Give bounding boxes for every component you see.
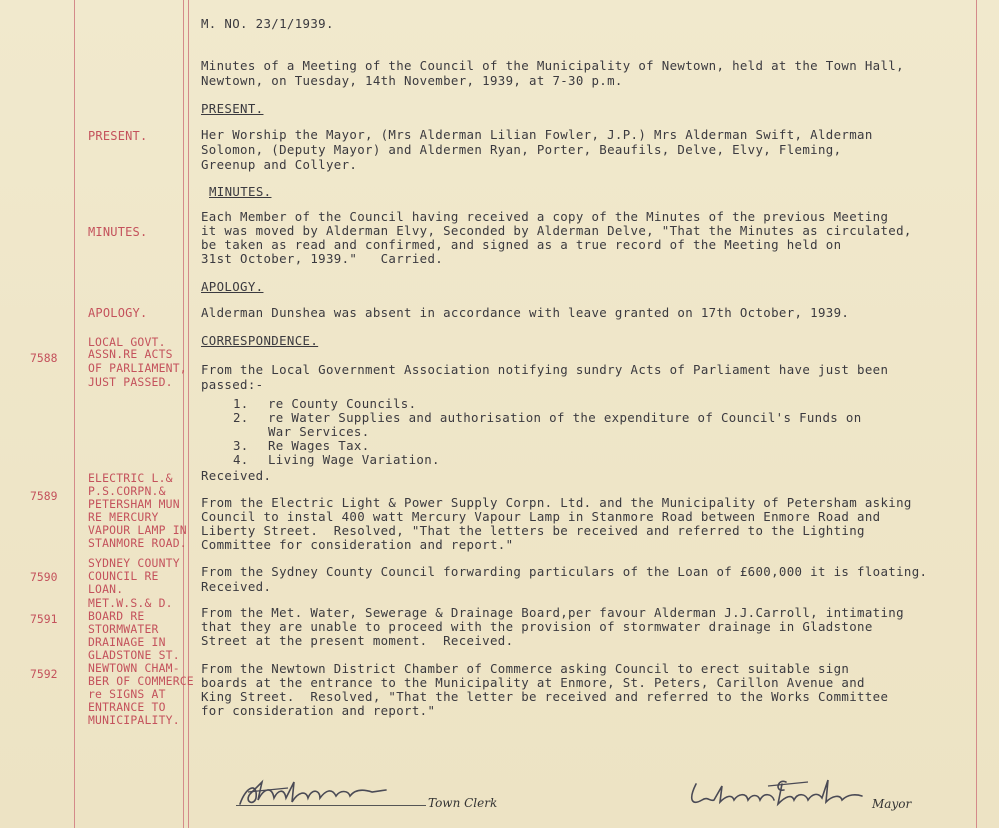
margin-rule — [183, 0, 184, 828]
margin-rule — [976, 0, 977, 828]
list-line: Living Wage Variation. — [268, 452, 440, 467]
list-number: 1. — [233, 396, 249, 411]
item-line: that they are unable to proceed with the provision of stormwater drainage in Gladstone — [201, 619, 873, 634]
margin-note: MET.W.S.& D. — [88, 596, 173, 610]
item-line: From the Met. Water, Sewerage & Drainage Board,per favour Alderman J.J.Carroll, intimating — [201, 605, 904, 620]
margin-note: STORMWATER — [88, 622, 159, 636]
minutes-line: 31st October, 1939." Carried. — [201, 251, 444, 266]
item-number: 7589 — [30, 489, 58, 503]
item-number: 7591 — [30, 612, 58, 626]
intro-line: Newtown, on Tuesday, 14th November, 1939, at 7-30 p.m. — [201, 73, 623, 88]
margin-note: ENTRANCE TO — [88, 700, 166, 714]
document-reference: M. NO. 23/1/1939. — [201, 16, 334, 31]
margin-note: DRAINAGE IN — [88, 635, 166, 649]
item-line: From the Local Government Association notifying sundry Acts of Parliament have just been — [201, 362, 889, 377]
list-line: Re Wages Tax. — [268, 438, 370, 453]
margin-note: VAPOUR LAMP IN — [88, 523, 187, 537]
item-line: King Street. Resolved, "That the letter be received and referred to the Works Committee — [201, 689, 889, 704]
minutes-line: be taken as read and confirmed, and signed as a true record of the Meeting held on — [201, 237, 842, 252]
item-line: Liberty Street. Resolved, "That the letters be received and referred to the Lighting — [201, 523, 865, 538]
margin-note: SYDNEY COUNTY — [88, 556, 180, 570]
margin-note: STANMORE ROAD. — [88, 536, 187, 550]
apology-line: Alderman Dunshea was absent in accordance with leave granted on 17th October, 1939. — [201, 305, 850, 320]
mayor-signature — [682, 772, 872, 810]
correspondence-heading: CORRESPONDENCE. — [201, 333, 319, 348]
item-line: Received. — [201, 468, 272, 483]
item-number: 7588 — [30, 351, 58, 365]
list-line: re County Councils. — [268, 396, 417, 411]
item-number: 7590 — [30, 570, 58, 584]
margin-note: OF PARLIAMENT, — [88, 361, 187, 375]
item-line: Council to instal 400 watt Mercury Vapour Lamp in Stanmore Road between Enmore Road and — [201, 509, 881, 524]
list-number: 2. — [233, 410, 249, 425]
item-line: Committee for consideration and report." — [201, 537, 514, 552]
margin-note: LOCAL GOVT. — [88, 335, 166, 349]
margin-note-apology: APOLOGY. — [88, 306, 148, 320]
item-line: boards at the entrance to the Municipality at Enmore, St. Peters, Carillon Avenue and — [201, 675, 865, 690]
margin-note: P.S.CORPN.& — [88, 484, 166, 498]
margin-note: ASSN.RE ACTS — [88, 347, 173, 361]
present-heading: PRESENT. — [201, 101, 264, 116]
item-number: 7592 — [30, 667, 58, 681]
present-line: Her Worship the Mayor, (Mrs Alderman Lilian Fowler, J.P.) Mrs Alderman Swift, Alderman — [201, 127, 873, 142]
town-clerk-label: Town Clerk — [428, 796, 498, 810]
minutes-heading: MINUTES. — [209, 184, 272, 199]
margin-note: PETERSHAM MUN — [88, 497, 180, 511]
margin-note: NEWTOWN CHAM- — [88, 661, 180, 675]
margin-note-minutes: MINUTES. — [88, 225, 148, 239]
item-line: From the Electric Light & Power Supply Corpn. Ltd. and the Municipality of Petersham asking — [201, 495, 912, 510]
margin-note: LOAN. — [88, 582, 124, 596]
intro-line: Minutes of a Meeting of the Council of the Municipality of Newtown, held at the Town Hall, — [201, 58, 904, 73]
item-line: From the Sydney County Council forwarding particulars of the Loan of £600,000 it is floating. — [201, 564, 928, 579]
margin-note: BER OF COMMERCE — [88, 674, 194, 688]
list-number: 3. — [233, 438, 249, 453]
list-number: 4. — [233, 452, 249, 467]
list-line: War Services. — [268, 424, 370, 439]
signature-line — [236, 805, 426, 806]
item-line: for consideration and report." — [201, 703, 436, 718]
mayor-label: Mayor — [872, 797, 912, 811]
item-line: passed:- — [201, 377, 264, 392]
present-line: Solomon, (Deputy Mayor) and Aldermen Ryan, Porter, Beaufils, Delve, Elvy, Fleming, — [201, 142, 842, 157]
minutes-line: Each Member of the Council having received a copy of the Minutes of the previous Meeting — [201, 209, 889, 224]
margin-note: JUST PASSED. — [88, 375, 173, 389]
apology-heading: APOLOGY. — [201, 279, 264, 294]
list-line: re Water Supplies and authorisation of the expenditure of Council's Funds on — [268, 410, 862, 425]
item-line: Street at the present moment. Received. — [201, 633, 514, 648]
margin-rule — [74, 0, 75, 828]
margin-note: GLADSTONE ST. — [88, 648, 180, 662]
margin-note: ELECTRIC L.& — [88, 471, 173, 485]
margin-note: COUNCIL RE — [88, 569, 159, 583]
present-line: Greenup and Collyer. — [201, 157, 358, 172]
minutes-line: it was moved by Alderman Elvy, Seconded by Alderman Delve, "That the Minutes as circulated, — [201, 223, 912, 238]
item-line: From the Newtown District Chamber of Commerce asking Council to erect suitable sign — [201, 661, 850, 676]
margin-rule — [188, 0, 189, 828]
margin-note: re SIGNS AT — [88, 687, 166, 701]
margin-note: RE MERCURY — [88, 510, 159, 524]
margin-note-present: PRESENT. — [88, 129, 148, 143]
margin-note: BOARD RE — [88, 609, 145, 623]
item-line: Received. — [201, 579, 272, 594]
margin-note: MUNICIPALITY. — [88, 713, 180, 727]
